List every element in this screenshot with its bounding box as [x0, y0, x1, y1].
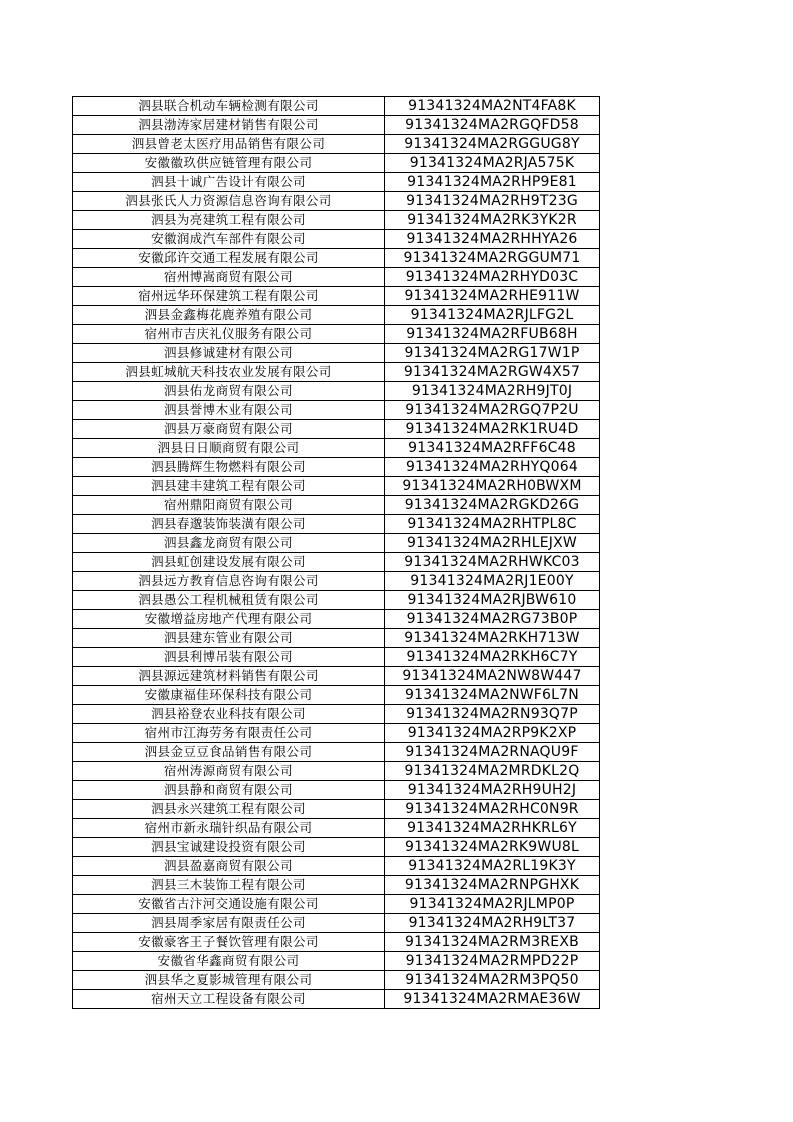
table-row — [73, 363, 600, 382]
table-row — [73, 762, 600, 781]
table-row — [73, 135, 600, 154]
company-registry-sheet — [72, 96, 599, 1009]
company-name-cell: 安徽豪客王子餐饮管理有限公司 — [73, 933, 385, 952]
credit-code-cell: 91341324MA2RN93Q7P — [385, 705, 600, 724]
credit-code-cell: 91341324MA2RHC0N9R — [385, 800, 600, 819]
company-name-cell: 安徽省华鑫商贸有限公司 — [73, 952, 385, 971]
company-name-cell: 泗县佑龙商贸有限公司 — [73, 382, 385, 401]
table-row — [73, 116, 600, 135]
table-row — [73, 173, 600, 192]
company-name-cell: 泗县建丰建筑工程有限公司 — [73, 477, 385, 496]
credit-code-cell: 91341324MA2RHHYA26 — [385, 230, 600, 249]
credit-code-cell: 91341324MA2RHP9E81 — [385, 173, 600, 192]
company-name-cell: 泗县裕登农业科技有限公司 — [73, 705, 385, 724]
credit-code-cell: 91341324MA2RK3YK2R — [385, 211, 600, 230]
company-name-cell: 宿州市江海劳务有限责任公司 — [73, 724, 385, 743]
company-name-cell: 泗县华之夏影城管理有限公司 — [73, 971, 385, 990]
credit-code-cell: 91341324MA2RKH713W — [385, 629, 600, 648]
table-row — [73, 287, 600, 306]
company-name-cell: 泗县金豆豆食品销售有限公司 — [73, 743, 385, 762]
table-row — [73, 230, 600, 249]
credit-code-cell: 91341324MA2RMAE36W — [385, 990, 600, 1009]
credit-code-cell: 91341324MA2RGGUM71 — [385, 249, 600, 268]
credit-code-cell: 91341324MA2NW8W447 — [385, 667, 600, 686]
table-row — [73, 667, 600, 686]
credit-code-cell: 91341324MA2RG73B0P — [385, 610, 600, 629]
company-name-cell: 泗县日日顺商贸有限公司 — [73, 439, 385, 458]
company-name-cell: 泗县静和商贸有限公司 — [73, 781, 385, 800]
table-row — [73, 610, 600, 629]
credit-code-cell: 91341324MA2NWF6L7N — [385, 686, 600, 705]
table-row — [73, 800, 600, 819]
table-row — [73, 838, 600, 857]
company-name-cell: 泗县利博吊装有限公司 — [73, 648, 385, 667]
table-row — [73, 439, 600, 458]
company-name-cell: 泗县愚公工程机械租赁有限公司 — [73, 591, 385, 610]
table-row — [73, 496, 600, 515]
company-name-cell: 泗县腾辉生物燃料有限公司 — [73, 458, 385, 477]
credit-code-cell: 91341324MA2RFF6C48 — [385, 439, 600, 458]
credit-code-cell: 91341324MA2RJA575K — [385, 154, 600, 173]
table-row — [73, 952, 600, 971]
table-row — [73, 724, 600, 743]
table-row — [73, 876, 600, 895]
credit-code-cell: 91341324MA2RH9T23G — [385, 192, 600, 211]
company-name-cell: 泗县万豪商贸有限公司 — [73, 420, 385, 439]
credit-code-cell: 91341324MA2RMPD22P — [385, 952, 600, 971]
credit-code-cell: 91341324MA2RNAQU9F — [385, 743, 600, 762]
company-name-cell: 安徽邱许交通工程发展有限公司 — [73, 249, 385, 268]
company-name-cell: 泗县为亮建筑工程有限公司 — [73, 211, 385, 230]
table-row — [73, 515, 600, 534]
credit-code-cell: 91341324MA2RHLEJXW — [385, 534, 600, 553]
company-name-cell: 泗县曾老太医疗用品销售有限公司 — [73, 135, 385, 154]
table-row — [73, 971, 600, 990]
company-name-cell: 泗县鑫龙商贸有限公司 — [73, 534, 385, 553]
company-name-cell: 泗县虹城航天科技农业发展有限公司 — [73, 363, 385, 382]
credit-code-cell: 91341324MA2RH9UH2J — [385, 781, 600, 800]
company-name-cell: 宿州鼎阳商贸有限公司 — [73, 496, 385, 515]
company-name-cell: 泗县春邈装饰装潢有限公司 — [73, 515, 385, 534]
credit-code-cell: 91341324MA2RH0BWXM — [385, 477, 600, 496]
credit-code-cell: 91341324MA2RHYD03C — [385, 268, 600, 287]
table-row — [73, 211, 600, 230]
company-name-cell: 泗县永兴建筑工程有限公司 — [73, 800, 385, 819]
company-name-cell: 泗县渤涛家居建材销售有限公司 — [73, 116, 385, 135]
company-name-cell: 安徽康福佳环保科技有限公司 — [73, 686, 385, 705]
company-name-cell: 泗县盈嘉商贸有限公司 — [73, 857, 385, 876]
credit-code-cell: 91341324MA2RGQ7P2U — [385, 401, 600, 420]
credit-code-cell: 91341324MA2RGQFD58 — [385, 116, 600, 135]
credit-code-cell: 91341324MA2RHYQ064 — [385, 458, 600, 477]
table-row — [73, 933, 600, 952]
table-row — [73, 249, 600, 268]
company-name-cell: 泗县虹创建设发展有限公司 — [73, 553, 385, 572]
credit-code-cell: 91341324MA2MRDKL2Q — [385, 762, 600, 781]
credit-code-cell: 91341324MA2RH9LT37 — [385, 914, 600, 933]
credit-code-cell: 91341324MA2RM3REXB — [385, 933, 600, 952]
table-row — [73, 477, 600, 496]
credit-code-cell: 91341324MA2RG17W1P — [385, 344, 600, 363]
table-row — [73, 401, 600, 420]
company-name-cell: 泗县联合机动车辆检测有限公司 — [73, 97, 385, 116]
table-row — [73, 743, 600, 762]
company-name-cell: 安徽润成汽车部件有限公司 — [73, 230, 385, 249]
company-registry-table — [72, 96, 600, 1009]
table-row — [73, 686, 600, 705]
table-row — [73, 534, 600, 553]
table-row — [73, 553, 600, 572]
credit-code-cell: 91341324MA2RHKRL6Y — [385, 819, 600, 838]
credit-code-cell: 91341324MA2RJ1E00Y — [385, 572, 600, 591]
table-row — [73, 97, 600, 116]
table-row — [73, 306, 600, 325]
company-name-cell: 泗县十诚广告设计有限公司 — [73, 173, 385, 192]
table-row — [73, 705, 600, 724]
company-name-cell: 泗县源远建筑材料销售有限公司 — [73, 667, 385, 686]
table-row — [73, 344, 600, 363]
credit-code-cell: 91341324MA2RJBW610 — [385, 591, 600, 610]
company-name-cell: 泗县张氏人力资源信息咨询有限公司 — [73, 192, 385, 211]
table-row — [73, 857, 600, 876]
table-row — [73, 325, 600, 344]
company-name-cell: 安徽徽玖供应链管理有限公司 — [73, 154, 385, 173]
credit-code-cell: 91341324MA2RNPGHXK — [385, 876, 600, 895]
table-row — [73, 420, 600, 439]
credit-code-cell: 91341324MA2RL19K3Y — [385, 857, 600, 876]
company-name-cell: 安徽增益房地产代理有限公司 — [73, 610, 385, 629]
company-name-cell: 泗县金鑫梅花鹿养殖有限公司 — [73, 306, 385, 325]
table-row — [73, 382, 600, 401]
table-row — [73, 781, 600, 800]
credit-code-cell: 91341324MA2RJLFG2L — [385, 306, 600, 325]
table-row — [73, 154, 600, 173]
credit-code-cell: 91341324MA2RH9JT0J — [385, 382, 600, 401]
table-row — [73, 895, 600, 914]
credit-code-cell: 91341324MA2RHWKC03 — [385, 553, 600, 572]
company-name-cell: 宿州市吉庆礼仪服务有限公司 — [73, 325, 385, 344]
company-name-cell: 泗县三木装饰工程有限公司 — [73, 876, 385, 895]
company-name-cell: 宿州涛源商贸有限公司 — [73, 762, 385, 781]
table-row — [73, 914, 600, 933]
credit-code-cell: 91341324MA2RHTPL8C — [385, 515, 600, 534]
table-row — [73, 192, 600, 211]
table-row — [73, 591, 600, 610]
credit-code-cell: 91341324MA2RHE911W — [385, 287, 600, 306]
credit-code-cell: 91341324MA2RGGUG8Y — [385, 135, 600, 154]
table-row — [73, 458, 600, 477]
credit-code-cell: 91341324MA2RK1RU4D — [385, 420, 600, 439]
registry-table-body — [73, 97, 600, 1009]
credit-code-cell: 91341324MA2RP9K2XP — [385, 724, 600, 743]
credit-code-cell: 91341324MA2RGW4X57 — [385, 363, 600, 382]
credit-code-cell: 91341324MA2RFUB68H — [385, 325, 600, 344]
credit-code-cell: 91341324MA2RGKD26G — [385, 496, 600, 515]
credit-code-cell: 91341324MA2RKH6C7Y — [385, 648, 600, 667]
company-name-cell: 安徽省古汴河交通设施有限公司 — [73, 895, 385, 914]
credit-code-cell: 91341324MA2RK9WU8L — [385, 838, 600, 857]
credit-code-cell: 91341324MA2RM3PQ50 — [385, 971, 600, 990]
company-name-cell: 宿州天立工程设备有限公司 — [73, 990, 385, 1009]
company-name-cell: 宿州远华环保建筑工程有限公司 — [73, 287, 385, 306]
table-row — [73, 819, 600, 838]
table-row — [73, 648, 600, 667]
credit-code-cell: 91341324MA2NT4FA8K — [385, 97, 600, 116]
credit-code-cell: 91341324MA2RJLMP0P — [385, 895, 600, 914]
company-name-cell: 泗县修诚建材有限公司 — [73, 344, 385, 363]
company-name-cell: 泗县宝诚建设投资有限公司 — [73, 838, 385, 857]
table-row — [73, 629, 600, 648]
company-name-cell: 宿州博嵩商贸有限公司 — [73, 268, 385, 287]
company-name-cell: 泗县远方教育信息咨询有限公司 — [73, 572, 385, 591]
company-name-cell: 泗县周季家居有限责任公司 — [73, 914, 385, 933]
table-row — [73, 572, 600, 591]
table-row — [73, 268, 600, 287]
company-name-cell: 宿州市新永瑞针织品有限公司 — [73, 819, 385, 838]
table-row — [73, 990, 600, 1009]
company-name-cell: 泗县建东管业有限公司 — [73, 629, 385, 648]
company-name-cell: 泗县誉博木业有限公司 — [73, 401, 385, 420]
